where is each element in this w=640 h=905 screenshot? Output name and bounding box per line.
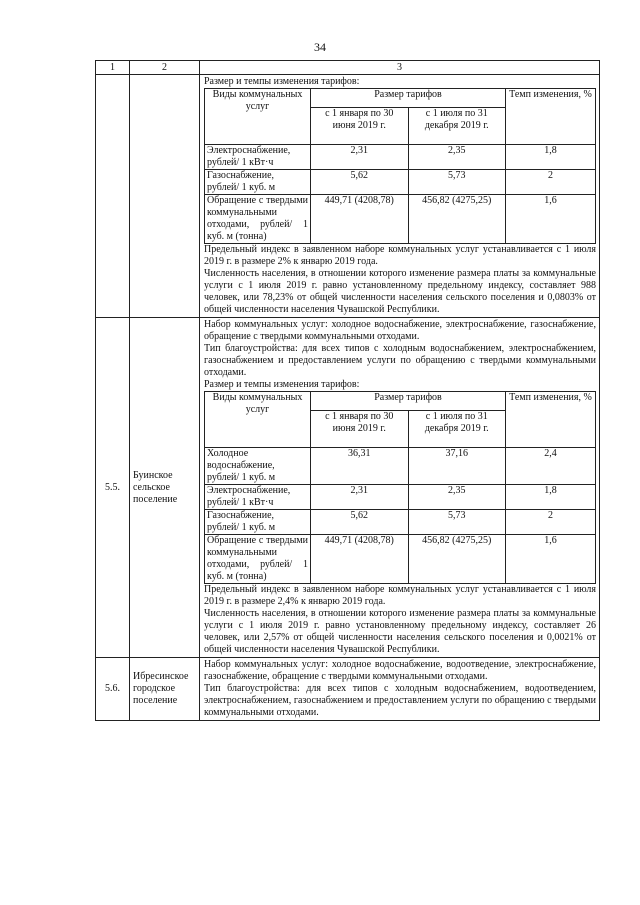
tariff-label: Размер и темпы изменения тарифов:	[204, 379, 360, 390]
tariff-header-size: Размер тарифов	[311, 392, 506, 411]
settlement-name	[130, 75, 200, 318]
tariff-period2: 2,35	[408, 145, 506, 170]
tariff-header-rate: Темп изменения, %	[506, 89, 596, 145]
tariff-period2: 5,73	[408, 170, 506, 195]
index-text: Предельный индекс в заявленном наборе коммунальных услуг устанавливается с 1 июля 2019 г. в размере 2,4% к январю 2019 года.	[204, 584, 596, 607]
tariff-header-period2: с 1 июля по 31 декабря 2019 г.	[408, 108, 506, 145]
tariff-rate: 1,6	[506, 195, 596, 244]
tariff-header-row	[205, 392, 596, 411]
column-header-1: 1	[96, 61, 130, 75]
tariff-period1: 449,71 (4208,78)	[311, 195, 409, 244]
tariff-period2: 37,16	[408, 448, 506, 485]
settlement-details	[200, 318, 600, 658]
settlement-name: Буинское сельское поселение	[130, 318, 200, 658]
tariff-rate: 1,8	[506, 485, 596, 510]
settlement-details	[200, 75, 600, 318]
row-number: 5.6.	[96, 658, 130, 721]
tariff-header-rate: Темп изменения, %	[506, 392, 596, 448]
tariff-rate: 2	[506, 170, 596, 195]
tariff-period2: 5,73	[408, 510, 506, 535]
tariff-row	[205, 510, 596, 535]
tariff-service: Электроснабжение, рублей/ 1 кВт·ч	[205, 485, 311, 510]
tariff-row	[205, 195, 596, 244]
tariff-row	[205, 535, 596, 584]
tariff-header-size: Размер тарифов	[311, 89, 506, 108]
tariff-service: Обращение с твердыми коммунальными отходами, рублей/ 1 куб. м (тонна)	[205, 535, 311, 584]
tariff-row	[205, 145, 596, 170]
tariff-period2: 2,35	[408, 485, 506, 510]
index-text: Предельный индекс в заявленном наборе коммунальных услуг устанавливается с 1 июля 2019 г. в размере 2% к январю 2019 года.	[204, 244, 596, 267]
tariff-row	[205, 170, 596, 195]
tariff-period1: 36,31	[311, 448, 409, 485]
row-number: 5.5.	[96, 318, 130, 658]
tariff-rate: 2,4	[506, 448, 596, 485]
tariff-period1: 449,71 (4208,78)	[311, 535, 409, 584]
tariff-period1: 5,62	[311, 510, 409, 535]
tariff-table	[204, 88, 596, 244]
tariff-rate: 1,8	[506, 145, 596, 170]
services-text: Набор коммунальных услуг: холодное водоснабжение, водоотведение, электроснабжение, газоснабжение, обращение с твердыми коммунальными отходами.	[204, 659, 596, 682]
tariff-header-row	[205, 89, 596, 108]
row-number	[96, 75, 130, 318]
tariff-label: Размер и темпы изменения тарифов:	[204, 76, 360, 87]
improvement-text: Тип благоустройства: для всех типов с холодным водоснабжением, электроснабжением, газоснабжением и предоставлением услуги по обращению с твердыми коммунальными отходами.	[204, 343, 596, 378]
tariff-service: Холодное водоснабжение, рублей/ 1 куб. м	[205, 448, 311, 485]
tariff-service: Газоснабжение, рублей/ 1 куб. м	[205, 510, 311, 535]
tariff-header-types: Виды коммунальных услуг	[205, 392, 311, 448]
page-number: 34	[314, 40, 326, 54]
tariff-row	[205, 485, 596, 510]
tariff-row	[205, 448, 596, 485]
settlement-details	[200, 658, 600, 721]
tariff-rate: 1,6	[506, 535, 596, 584]
settlement-row	[96, 658, 600, 721]
tariff-service: Обращение с твердыми коммунальными отходами, рублей/ 1 куб. м (тонна)	[205, 195, 311, 244]
column-header-2: 2	[130, 61, 200, 75]
tariff-rate: 2	[506, 510, 596, 535]
settlement-row-continued	[96, 75, 600, 318]
tariff-header-types: Виды коммунальных услуг	[205, 89, 311, 145]
tariff-service: Газоснабжение, рублей/ 1 куб. м	[205, 170, 311, 195]
tariff-header-period1: с 1 января по 30 июня 2019 г.	[311, 411, 409, 448]
tariff-period2: 456,82 (4275,25)	[408, 535, 506, 584]
population-text: Численность населения, в отношении которого изменение размера платы за коммунальные услуги с 1 июля 2019 г. равно установленному предельному индексу, составляет 26 человек, или 2,57% от общей численности населения сельского поселения и 0,0021% от общей численности населения Чувашской Республики.	[204, 608, 596, 655]
improvement-text: Тип благоустройства: для всех типов с холодным водоснабжением, водоотведением, электроснабжением, газоснабжением и предоставлением услуги по обращению с твердыми коммунальными отходами.	[204, 683, 596, 718]
population-text: Численность населения, в отношении которого изменение размера платы за коммунальные услуги с 1 июля 2019 г. равно установленному предельному индексу, составляет 988 человек, или 78,23% от общей численности населения сельского поселения и 0,0803% от общей численности населения Чувашской Республики.	[204, 268, 596, 315]
tariff-header-period1: с 1 января по 30 июня 2019 г.	[311, 108, 409, 145]
services-text: Набор коммунальных услуг: холодное водоснабжение, электроснабжение, газоснабжение, обращение с твердыми коммунальными отходами.	[204, 319, 596, 342]
tariff-period1: 5,62	[311, 170, 409, 195]
tariff-period2: 456,82 (4275,25)	[408, 195, 506, 244]
settlement-row	[96, 318, 600, 658]
settlements-table	[95, 60, 600, 721]
tariff-table	[204, 391, 596, 584]
tariff-period1: 2,31	[311, 485, 409, 510]
tariff-period1: 2,31	[311, 145, 409, 170]
column-header-3: 3	[200, 61, 600, 75]
settlement-name: Ибресинское городское поселение	[130, 658, 200, 721]
tariff-header-period2: с 1 июля по 31 декабря 2019 г.	[408, 411, 506, 448]
tariff-service: Электроснабжение, рублей/ 1 кВт·ч	[205, 145, 311, 170]
column-header-row	[96, 61, 600, 75]
